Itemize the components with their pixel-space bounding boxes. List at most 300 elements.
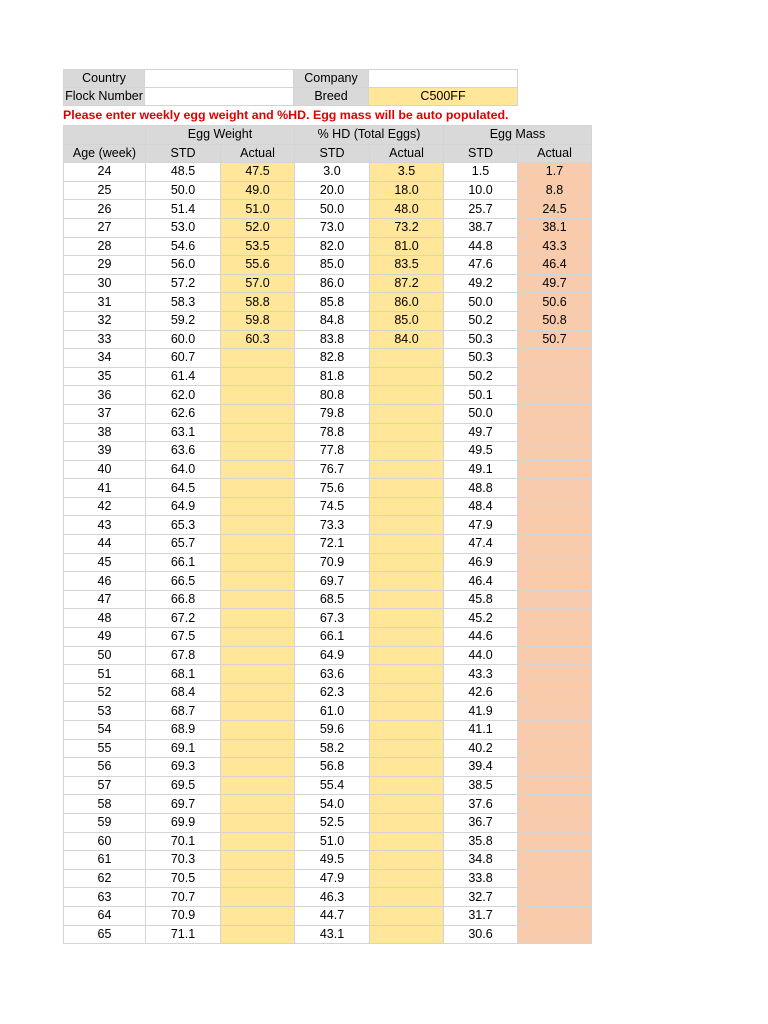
- weight-std-cell: 70.1: [146, 832, 221, 851]
- table-row: [64, 293, 592, 312]
- hd-actual-input[interactable]: 83.5: [370, 256, 444, 275]
- age-cell: 61: [64, 851, 146, 870]
- hd-std-cell: 55.4: [295, 776, 370, 795]
- mass-actual-cell: [518, 813, 592, 832]
- mass-std-cell: 43.3: [444, 665, 518, 684]
- table-row: [64, 572, 592, 591]
- mass-actual-cell: [518, 888, 592, 907]
- weight-actual-input[interactable]: [221, 423, 295, 442]
- table-row: [64, 553, 592, 572]
- group-header-blank: [64, 126, 146, 145]
- table-body: [64, 163, 592, 944]
- group-header-hd: % HD (Total Eggs): [295, 126, 444, 145]
- hd-std-cell: 80.8: [295, 386, 370, 405]
- mass-actual-cell: [518, 442, 592, 461]
- mass-actual-cell: [518, 367, 592, 386]
- table-row: [64, 683, 592, 702]
- weight-std-cell: 58.3: [146, 293, 221, 312]
- group-header-egg-mass: Egg Mass: [444, 126, 592, 145]
- weight-actual-input[interactable]: [221, 665, 295, 684]
- table-row: [64, 702, 592, 721]
- weight-actual-input[interactable]: 47.5: [221, 163, 295, 182]
- hd-actual-input[interactable]: 86.0: [370, 293, 444, 312]
- mass-actual-cell: [518, 572, 592, 591]
- weight-actual-input[interactable]: [221, 832, 295, 851]
- hd-actual-input[interactable]: [370, 851, 444, 870]
- hd-actual-input[interactable]: 85.0: [370, 311, 444, 330]
- mass-std-cell: 50.2: [444, 367, 518, 386]
- weight-std-cell: 62.0: [146, 386, 221, 405]
- weight-std-cell: 63.6: [146, 442, 221, 461]
- mass-actual-cell: [518, 553, 592, 572]
- age-cell: 55: [64, 739, 146, 758]
- hd-std-cell: 85.0: [295, 256, 370, 275]
- weight-actual-input[interactable]: [221, 349, 295, 368]
- hd-actual-input[interactable]: [370, 442, 444, 461]
- weight-std-cell: 59.2: [146, 311, 221, 330]
- hd-std-cell: 74.5: [295, 497, 370, 516]
- mass-actual-cell: [518, 758, 592, 777]
- table-row: [64, 349, 592, 368]
- mass-actual-cell: 24.5: [518, 200, 592, 219]
- weight-actual-input[interactable]: [221, 460, 295, 479]
- weight-std-cell: 65.3: [146, 516, 221, 535]
- age-cell: 40: [64, 460, 146, 479]
- hd-std-cell: 49.5: [295, 851, 370, 870]
- mass-std-cell: 33.8: [444, 869, 518, 888]
- weight-actual-input[interactable]: [221, 888, 295, 907]
- hd-actual-input[interactable]: [370, 535, 444, 554]
- mass-actual-cell: 50.7: [518, 330, 592, 349]
- table-row: [64, 832, 592, 851]
- column-header-weight-std: STD: [146, 144, 221, 163]
- weight-std-cell: 63.1: [146, 423, 221, 442]
- table-row: [64, 813, 592, 832]
- weight-actual-input[interactable]: [221, 442, 295, 461]
- weight-std-cell: 68.4: [146, 683, 221, 702]
- hd-actual-input[interactable]: [370, 572, 444, 591]
- weight-actual-input[interactable]: 49.0: [221, 181, 295, 200]
- age-cell: 60: [64, 832, 146, 851]
- mass-actual-cell: 49.7: [518, 274, 592, 293]
- mass-actual-cell: [518, 404, 592, 423]
- table-row: [64, 721, 592, 740]
- age-cell: 25: [64, 181, 146, 200]
- mass-actual-cell: [518, 739, 592, 758]
- mass-std-cell: 47.6: [444, 256, 518, 275]
- weight-std-cell: 66.8: [146, 590, 221, 609]
- mass-std-cell: 38.7: [444, 218, 518, 237]
- table-row: [64, 665, 592, 684]
- weight-std-cell: 65.7: [146, 535, 221, 554]
- age-cell: 31: [64, 293, 146, 312]
- age-cell: 26: [64, 200, 146, 219]
- hd-std-cell: 79.8: [295, 404, 370, 423]
- hd-std-cell: 3.0: [295, 163, 370, 182]
- mass-actual-cell: 46.4: [518, 256, 592, 275]
- hd-std-cell: 58.2: [295, 739, 370, 758]
- table-row: [64, 609, 592, 628]
- mass-std-cell: 37.6: [444, 795, 518, 814]
- hd-actual-input[interactable]: [370, 888, 444, 907]
- mass-std-cell: 39.4: [444, 758, 518, 777]
- flock-number-field[interactable]: [144, 87, 294, 106]
- age-cell: 62: [64, 869, 146, 888]
- weight-std-cell: 68.1: [146, 665, 221, 684]
- hd-std-cell: 70.9: [295, 553, 370, 572]
- weight-std-cell: 70.5: [146, 869, 221, 888]
- hd-actual-input[interactable]: [370, 702, 444, 721]
- hd-actual-input[interactable]: 87.2: [370, 274, 444, 293]
- hd-std-cell: 78.8: [295, 423, 370, 442]
- weight-actual-input[interactable]: [221, 776, 295, 795]
- hd-actual-input[interactable]: [370, 758, 444, 777]
- age-cell: 52: [64, 683, 146, 702]
- table-row: [64, 739, 592, 758]
- mass-actual-cell: [518, 832, 592, 851]
- hd-actual-input[interactable]: [370, 497, 444, 516]
- weight-std-cell: 60.7: [146, 349, 221, 368]
- weight-actual-input[interactable]: [221, 739, 295, 758]
- mass-std-cell: 25.7: [444, 200, 518, 219]
- table-row: [64, 218, 592, 237]
- hd-std-cell: 82.8: [295, 349, 370, 368]
- weight-actual-input[interactable]: [221, 683, 295, 702]
- table-row: [64, 851, 592, 870]
- hd-std-cell: 20.0: [295, 181, 370, 200]
- breed-field[interactable]: C500FF: [368, 87, 518, 106]
- hd-actual-input[interactable]: [370, 739, 444, 758]
- age-cell: 56: [64, 758, 146, 777]
- weight-std-cell: 68.9: [146, 721, 221, 740]
- weight-actual-input[interactable]: [221, 795, 295, 814]
- mass-std-cell: 46.9: [444, 553, 518, 572]
- weight-actual-input[interactable]: [221, 609, 295, 628]
- weight-actual-input[interactable]: [221, 721, 295, 740]
- table-row: [64, 869, 592, 888]
- weight-actual-input[interactable]: [221, 702, 295, 721]
- weight-std-cell: 53.0: [146, 218, 221, 237]
- mass-std-cell: 1.5: [444, 163, 518, 182]
- weight-actual-input[interactable]: [221, 646, 295, 665]
- mass-std-cell: 45.2: [444, 609, 518, 628]
- weight-actual-input[interactable]: [221, 628, 295, 647]
- weight-actual-input[interactable]: [221, 516, 295, 535]
- hd-actual-input[interactable]: [370, 460, 444, 479]
- weight-actual-input[interactable]: 53.5: [221, 237, 295, 256]
- age-cell: 45: [64, 553, 146, 572]
- weight-actual-input[interactable]: [221, 758, 295, 777]
- hd-actual-input[interactable]: [370, 925, 444, 944]
- hd-std-cell: 43.1: [295, 925, 370, 944]
- age-cell: 50: [64, 646, 146, 665]
- mass-actual-cell: [518, 646, 592, 665]
- weight-std-cell: 54.6: [146, 237, 221, 256]
- weight-actual-input[interactable]: 60.3: [221, 330, 295, 349]
- mass-actual-cell: [518, 795, 592, 814]
- mass-std-cell: 40.2: [444, 739, 518, 758]
- table-row: [64, 460, 592, 479]
- table-row: [64, 274, 592, 293]
- weight-actual-input[interactable]: 51.0: [221, 200, 295, 219]
- table-row: [64, 535, 592, 554]
- hd-std-cell: 85.8: [295, 293, 370, 312]
- hd-std-cell: 73.3: [295, 516, 370, 535]
- mass-actual-cell: [518, 497, 592, 516]
- hd-actual-input[interactable]: 48.0: [370, 200, 444, 219]
- mass-std-cell: 36.7: [444, 813, 518, 832]
- mass-std-cell: 49.1: [444, 460, 518, 479]
- hd-actual-input[interactable]: 81.0: [370, 237, 444, 256]
- weight-std-cell: 67.2: [146, 609, 221, 628]
- hd-actual-input[interactable]: [370, 553, 444, 572]
- mass-std-cell: 34.8: [444, 851, 518, 870]
- table-row: [64, 516, 592, 535]
- hd-std-cell: 68.5: [295, 590, 370, 609]
- mass-std-cell: 48.8: [444, 479, 518, 498]
- hd-std-cell: 62.3: [295, 683, 370, 702]
- weight-std-cell: 69.5: [146, 776, 221, 795]
- weight-actual-input[interactable]: [221, 572, 295, 591]
- weight-std-cell: 60.0: [146, 330, 221, 349]
- mass-actual-cell: [518, 609, 592, 628]
- age-cell: 30: [64, 274, 146, 293]
- table-row: [64, 795, 592, 814]
- weight-actual-input[interactable]: [221, 590, 295, 609]
- mass-actual-cell: [518, 851, 592, 870]
- mass-std-cell: 48.4: [444, 497, 518, 516]
- mass-actual-cell: [518, 349, 592, 368]
- hd-actual-input[interactable]: [370, 367, 444, 386]
- age-cell: 43: [64, 516, 146, 535]
- table-row: [64, 423, 592, 442]
- mass-actual-cell: [518, 460, 592, 479]
- table-row: [64, 181, 592, 200]
- hd-actual-input[interactable]: 18.0: [370, 181, 444, 200]
- table-row: [64, 200, 592, 219]
- hd-std-cell: 64.9: [295, 646, 370, 665]
- age-cell: 63: [64, 888, 146, 907]
- hd-actual-input[interactable]: [370, 906, 444, 925]
- mass-std-cell: 31.7: [444, 906, 518, 925]
- mass-actual-cell: [518, 590, 592, 609]
- mass-std-cell: 47.9: [444, 516, 518, 535]
- table-row: [64, 163, 592, 182]
- weight-actual-input[interactable]: 52.0: [221, 218, 295, 237]
- weight-std-cell: 69.3: [146, 758, 221, 777]
- mass-std-cell: 49.5: [444, 442, 518, 461]
- age-cell: 36: [64, 386, 146, 405]
- table-row: [64, 237, 592, 256]
- table-row: [64, 497, 592, 516]
- instruction-text: Please enter weekly egg weight and %HD. Egg mass will be auto populated.: [63, 108, 509, 122]
- weight-actual-input[interactable]: [221, 367, 295, 386]
- hd-actual-input[interactable]: [370, 665, 444, 684]
- hd-std-cell: 66.1: [295, 628, 370, 647]
- weight-std-cell: 64.5: [146, 479, 221, 498]
- weight-std-cell: 51.4: [146, 200, 221, 219]
- mass-std-cell: 30.6: [444, 925, 518, 944]
- hd-actual-input[interactable]: [370, 832, 444, 851]
- age-cell: 39: [64, 442, 146, 461]
- weight-std-cell: 67.5: [146, 628, 221, 647]
- mass-std-cell: 44.8: [444, 237, 518, 256]
- hd-std-cell: 84.8: [295, 311, 370, 330]
- hd-actual-input[interactable]: [370, 386, 444, 405]
- hd-actual-input[interactable]: [370, 795, 444, 814]
- age-cell: 44: [64, 535, 146, 554]
- hd-actual-input[interactable]: [370, 813, 444, 832]
- weight-std-cell: 57.2: [146, 274, 221, 293]
- weight-actual-input[interactable]: 55.6: [221, 256, 295, 275]
- mass-std-cell: 50.3: [444, 330, 518, 349]
- hd-std-cell: 77.8: [295, 442, 370, 461]
- age-cell: 24: [64, 163, 146, 182]
- age-cell: 34: [64, 349, 146, 368]
- age-cell: 27: [64, 218, 146, 237]
- hd-actual-input[interactable]: [370, 609, 444, 628]
- weight-std-cell: 64.9: [146, 497, 221, 516]
- age-cell: 57: [64, 776, 146, 795]
- mass-actual-cell: [518, 702, 592, 721]
- weight-std-cell: 68.7: [146, 702, 221, 721]
- age-cell: 37: [64, 404, 146, 423]
- hd-actual-input[interactable]: [370, 404, 444, 423]
- weight-std-cell: 56.0: [146, 256, 221, 275]
- hd-actual-input[interactable]: 73.2: [370, 218, 444, 237]
- mass-std-cell: 42.6: [444, 683, 518, 702]
- weight-actual-input[interactable]: [221, 386, 295, 405]
- flock-number-label: Flock Number: [63, 87, 145, 106]
- mass-actual-cell: 50.6: [518, 293, 592, 312]
- weight-std-cell: 69.7: [146, 795, 221, 814]
- mass-actual-cell: 8.8: [518, 181, 592, 200]
- side-watermark: [696, 326, 702, 436]
- age-cell: 58: [64, 795, 146, 814]
- mass-std-cell: 49.7: [444, 423, 518, 442]
- age-cell: 54: [64, 721, 146, 740]
- mass-actual-cell: [518, 721, 592, 740]
- mass-std-cell: 44.0: [444, 646, 518, 665]
- hd-actual-input[interactable]: [370, 479, 444, 498]
- group-header-egg-weight: Egg Weight: [146, 126, 295, 145]
- group-header-row: [64, 126, 592, 145]
- mass-actual-cell: [518, 925, 592, 944]
- weight-actual-input[interactable]: [221, 479, 295, 498]
- weight-actual-input[interactable]: [221, 497, 295, 516]
- company-field[interactable]: [368, 69, 518, 88]
- table-row: [64, 367, 592, 386]
- hd-actual-input[interactable]: 3.5: [370, 163, 444, 182]
- weight-std-cell: 71.1: [146, 925, 221, 944]
- hd-std-cell: 56.8: [295, 758, 370, 777]
- column-header-age: Age (week): [64, 144, 146, 163]
- mass-std-cell: 41.9: [444, 702, 518, 721]
- mass-actual-cell: [518, 423, 592, 442]
- hd-actual-input[interactable]: [370, 423, 444, 442]
- country-field[interactable]: [144, 69, 294, 88]
- hd-std-cell: 47.9: [295, 869, 370, 888]
- age-cell: 33: [64, 330, 146, 349]
- weight-actual-input[interactable]: [221, 535, 295, 554]
- age-cell: 41: [64, 479, 146, 498]
- weight-actual-input[interactable]: 57.0: [221, 274, 295, 293]
- column-header-hd-std: STD: [295, 144, 370, 163]
- mass-actual-cell: [518, 386, 592, 405]
- mass-actual-cell: [518, 516, 592, 535]
- hd-std-cell: 69.7: [295, 572, 370, 591]
- hd-std-cell: 67.3: [295, 609, 370, 628]
- table-row: [64, 906, 592, 925]
- weight-std-cell: 50.0: [146, 181, 221, 200]
- hd-actual-input[interactable]: [370, 646, 444, 665]
- age-cell: 46: [64, 572, 146, 591]
- weight-actual-input[interactable]: [221, 925, 295, 944]
- hd-std-cell: 75.6: [295, 479, 370, 498]
- mass-actual-cell: [518, 479, 592, 498]
- hd-actual-input[interactable]: [370, 776, 444, 795]
- hd-actual-input[interactable]: [370, 590, 444, 609]
- weight-std-cell: 70.9: [146, 906, 221, 925]
- hd-std-cell: 46.3: [295, 888, 370, 907]
- hd-actual-input[interactable]: [370, 516, 444, 535]
- weight-actual-input[interactable]: [221, 851, 295, 870]
- mass-std-cell: 50.3: [444, 349, 518, 368]
- hd-std-cell: 76.7: [295, 460, 370, 479]
- hd-std-cell: 52.5: [295, 813, 370, 832]
- hd-std-cell: 63.6: [295, 665, 370, 684]
- hd-actual-input[interactable]: [370, 628, 444, 647]
- age-cell: 51: [64, 665, 146, 684]
- mass-actual-cell: [518, 535, 592, 554]
- weight-std-cell: 64.0: [146, 460, 221, 479]
- table-row: [64, 888, 592, 907]
- weight-actual-input[interactable]: 59.8: [221, 311, 295, 330]
- weight-actual-input[interactable]: [221, 869, 295, 888]
- mass-actual-cell: 50.8: [518, 311, 592, 330]
- table-row: [64, 479, 592, 498]
- table-row: [64, 311, 592, 330]
- hd-actual-input[interactable]: [370, 683, 444, 702]
- weight-actual-input[interactable]: [221, 553, 295, 572]
- hd-std-cell: 72.1: [295, 535, 370, 554]
- weight-std-cell: 66.5: [146, 572, 221, 591]
- hd-actual-input[interactable]: [370, 349, 444, 368]
- hd-actual-input[interactable]: 84.0: [370, 330, 444, 349]
- age-cell: 38: [64, 423, 146, 442]
- mass-actual-cell: [518, 906, 592, 925]
- table-row: [64, 442, 592, 461]
- mass-actual-cell: 1.7: [518, 163, 592, 182]
- weight-actual-input[interactable]: [221, 813, 295, 832]
- table-row: [64, 776, 592, 795]
- egg-production-table: [63, 125, 592, 944]
- weight-actual-input[interactable]: [221, 906, 295, 925]
- weight-std-cell: 70.3: [146, 851, 221, 870]
- age-cell: 28: [64, 237, 146, 256]
- mass-actual-cell: [518, 628, 592, 647]
- mass-std-cell: 50.2: [444, 311, 518, 330]
- weight-actual-input[interactable]: [221, 404, 295, 423]
- mass-std-cell: 38.5: [444, 776, 518, 795]
- hd-actual-input[interactable]: [370, 869, 444, 888]
- hd-actual-input[interactable]: [370, 721, 444, 740]
- mass-std-cell: 50.0: [444, 404, 518, 423]
- age-cell: 35: [64, 367, 146, 386]
- weight-actual-input[interactable]: 58.8: [221, 293, 295, 312]
- hd-std-cell: 86.0: [295, 274, 370, 293]
- mass-std-cell: 47.4: [444, 535, 518, 554]
